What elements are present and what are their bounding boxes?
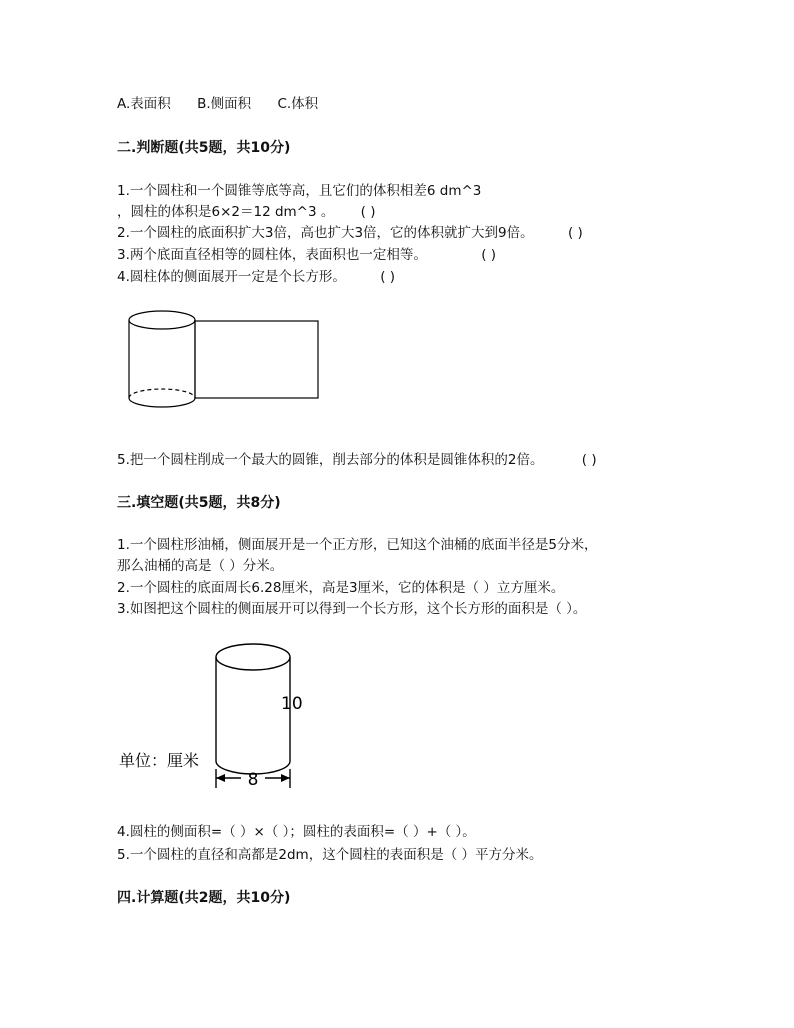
fill-q1-line2: 那么油桶的高是（ ）分米。 [117,558,284,574]
judgement-q5 [117,451,597,469]
judgement-q4-answer-blank[interactable]: ( ) [380,269,396,285]
cylinder2-top-ellipse [216,644,290,670]
judgement-q5-text: 5.把一个圆柱削成一个最大的圆锥，削去部分的体积是圆锥体积的2倍。 [117,452,544,468]
judgement-q4 [117,268,395,286]
judgement-q2 [117,224,583,242]
unrolled-rectangle [195,321,318,398]
judgement-q3-text: 3.两个底面直径相等的圆柱体，表面积也一定相等。 [117,247,427,263]
section-heading-calculation: 四.计算题(共2题，共10分) [117,890,291,906]
option-c: C.体积 [277,96,319,112]
cylinder-unroll-figure [125,306,325,416]
dimension-arrow-right [281,774,290,782]
dimension-arrow-left [216,774,225,782]
judgement-q2-answer-blank[interactable]: ( ) [567,225,583,241]
judgement-q1-text: ，圆柱的体积是6×2＝12 dm^3 。 [117,204,335,220]
fill-q5: 5.一个圆柱的直径和高都是2dm，这个圆柱的表面积是（ ）平方分米。 [117,847,543,863]
unit-label: 单位：厘米 [119,751,200,770]
cylinder-bottom-front-arc [129,398,195,407]
cylinder-top-ellipse [129,311,195,329]
section-heading-judgement: 二.判断题(共5题，共10分) [117,140,291,156]
fill-q1-line1: 1.一个圆柱形油桶，侧面展开是一个正方形，已知这个油桶的底面半径是5分米， [117,537,598,553]
judgement-q1-line1: 1.一个圆柱和一个圆锥等底等高，且它们的体积相差6 dm^3 [117,183,482,199]
options-line [117,95,340,113]
section-heading-fill-blank: 三.填空题(共5题，共8分) [117,495,281,511]
fill-q2: 2.一个圆柱的底面周长6.28厘米，高是3厘米，它的体积是（ ）立方厘米。 [117,580,565,596]
cylinder-dimension-figure [115,636,315,796]
height-label: 10 [281,694,303,714]
judgement-q3-answer-blank[interactable]: ( ) [481,247,497,263]
judgement-q2-text: 2.一个圆柱的底面积扩大3倍，高也扩大3倍，它的体积就扩大到9倍。 [117,225,534,241]
judgement-q5-answer-blank[interactable]: ( ) [581,452,597,468]
judgement-q1-answer-blank[interactable]: ( ) [360,204,376,220]
judgement-q4-text: 4.圆柱体的侧面展开一定是个长方形。 [117,269,346,285]
diameter-label: 8 [247,770,259,790]
fill-q4: 4.圆柱的侧面积=（ ）×（ ）；圆柱的表面积=（ ）+（ ）。 [117,824,476,840]
judgement-q3 [117,246,496,264]
fill-q3: 3.如图把这个圆柱的侧面展开可以得到一个长方形，这个长方形的面积是（ ）。 [117,601,587,617]
cylinder-bottom-hidden-arc [129,389,195,398]
option-b: B.侧面积 [197,96,252,112]
judgement-q1-line2 [117,203,376,221]
option-a: A.表面积 [117,96,171,112]
